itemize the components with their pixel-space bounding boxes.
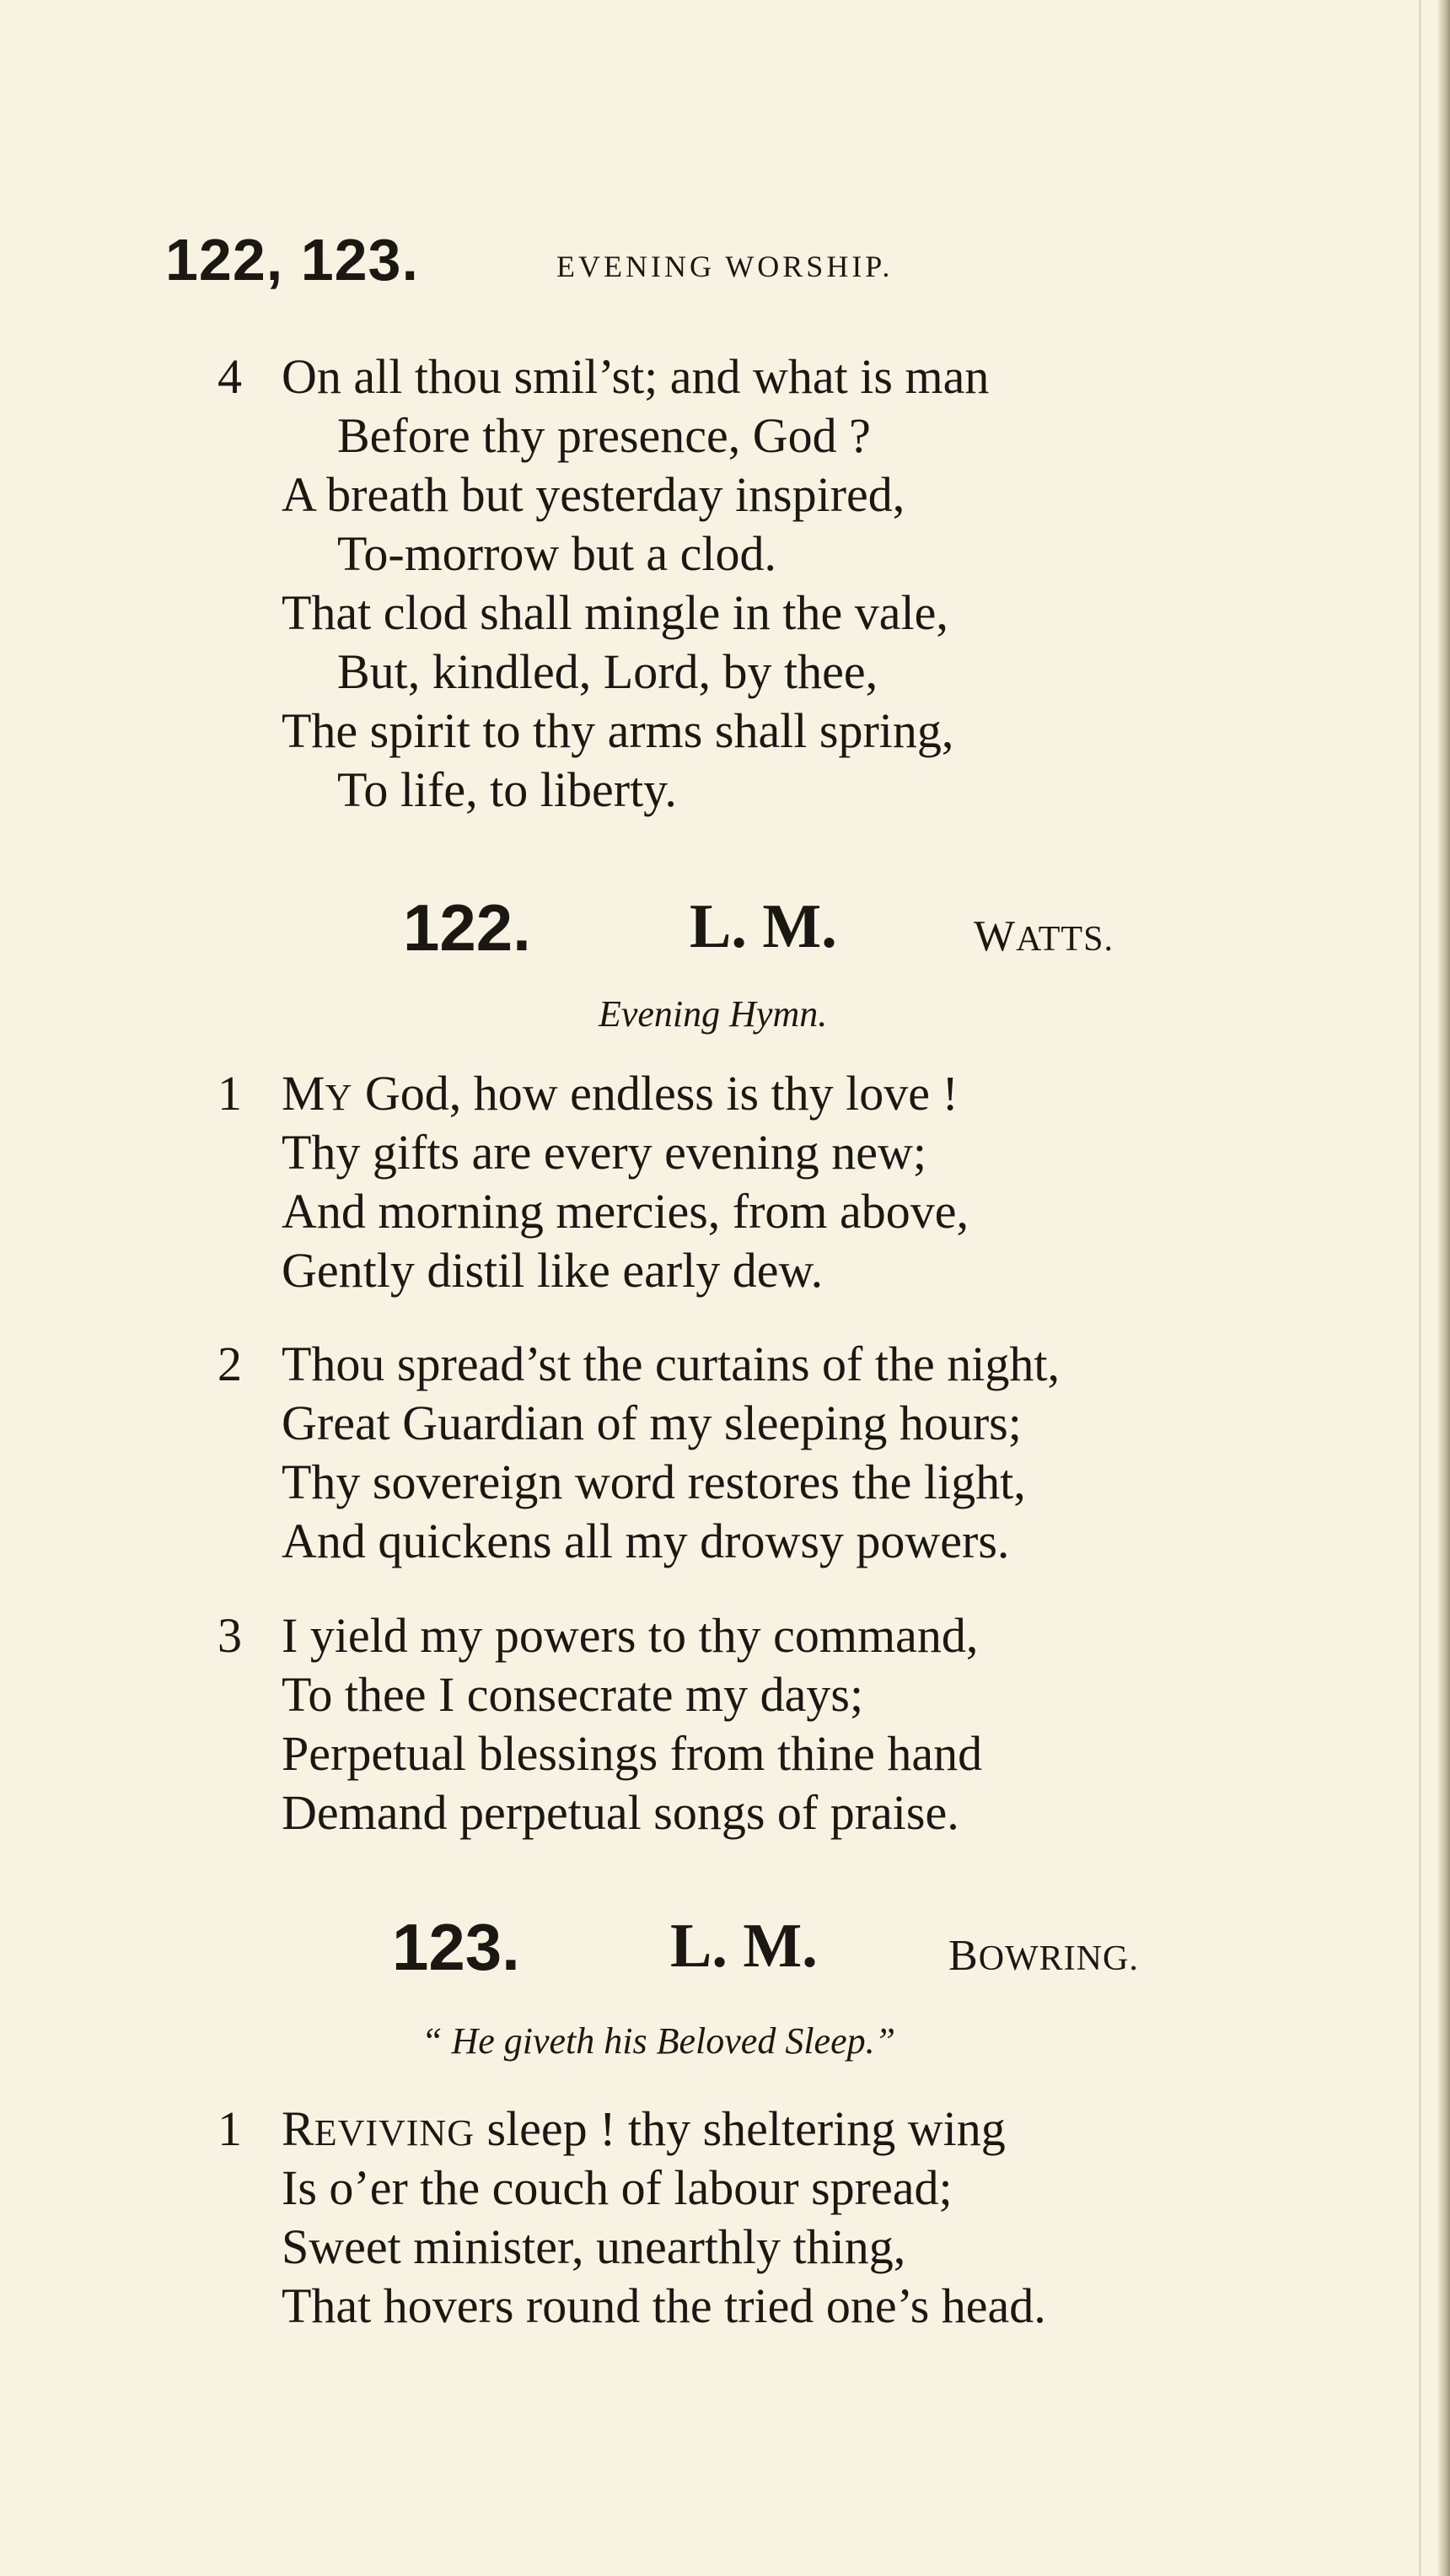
stanza-line-text: Before thy presence, God ? bbox=[337, 408, 871, 463]
running-head-numbers: 122, 123. bbox=[165, 227, 419, 293]
stanza-line-text: To life, to liberty. bbox=[337, 762, 677, 817]
stanza-line bbox=[0, 1724, 1349, 1783]
hymn-number: 122. bbox=[403, 890, 531, 965]
stanza-line bbox=[0, 1123, 1349, 1182]
stanza-line-text: To-morrow but a clod. bbox=[337, 526, 777, 581]
page-edge bbox=[1438, 0, 1450, 2576]
running-head bbox=[160, 226, 1256, 302]
hymn-meter: L. M. bbox=[690, 892, 837, 961]
stanza-line bbox=[0, 583, 1349, 643]
stanza-line bbox=[0, 2159, 1349, 2218]
hymn-123-stanza-1 bbox=[0, 2100, 1349, 2336]
stanza-number: 1 bbox=[218, 1066, 242, 1121]
stanza-line bbox=[0, 2277, 1349, 2336]
hymn-author bbox=[948, 1931, 1139, 1981]
first-line-rest: sleep ! thy sheltering wing bbox=[474, 2101, 1006, 2156]
first-word-initial: M bbox=[282, 1066, 325, 1121]
stanza-line bbox=[0, 2100, 1349, 2159]
first-word-smallcaps: EVIVING bbox=[314, 2112, 475, 2154]
running-head-title: EVENING WORSHIP. bbox=[556, 250, 894, 283]
stanza-line bbox=[0, 465, 1349, 524]
hymn-meter: L. M. bbox=[670, 1912, 818, 1981]
stanza-line bbox=[0, 1665, 1349, 1724]
first-word-smallcaps: Y bbox=[325, 1077, 353, 1118]
stanza-line bbox=[0, 1512, 1349, 1571]
stanza-line-text: The spirit to thy arms shall spring, bbox=[282, 703, 954, 758]
hymn-123-heading bbox=[0, 1909, 1450, 1993]
page-fold-line bbox=[1419, 0, 1421, 2576]
author-initial: B bbox=[948, 1932, 979, 1980]
stanza-number: 4 bbox=[218, 349, 242, 404]
hymn-122-subtitle: Evening Hymn. bbox=[599, 993, 828, 1035]
stanza-line-text: Thy sovereign word restores the light, bbox=[282, 1455, 1026, 1509]
stanza-line bbox=[0, 1064, 1349, 1123]
hymn-122-stanza-2 bbox=[0, 1335, 1349, 1571]
hymn-author bbox=[974, 912, 1114, 961]
author-rest: ATTS. bbox=[1016, 920, 1114, 959]
stanza-line-text: And quickens all my drowsy powers. bbox=[282, 1514, 1010, 1568]
stanza-line-text: Thou spread’st the curtains of the night, bbox=[282, 1336, 1060, 1391]
hymn-number: 123. bbox=[392, 1910, 520, 1984]
stanza-line bbox=[0, 761, 1349, 820]
stanza-line-text: Thy gifts are every evening new; bbox=[282, 1125, 926, 1180]
author-initial: W bbox=[974, 912, 1017, 960]
stanza-line bbox=[0, 1783, 1349, 1842]
stanza-line-text: On all thou smil’st; and what is man bbox=[282, 349, 990, 404]
hymn-122-stanza-1 bbox=[0, 1064, 1349, 1300]
stanza-line-text: Great Guardian of my sleeping hours; bbox=[282, 1396, 1022, 1450]
stanza-line bbox=[0, 1394, 1349, 1453]
stanza-line-text: And morning mercies, from above, bbox=[282, 1184, 969, 1239]
hymn-123-subtitle: “ He giveth his Beloved Sleep.” bbox=[422, 2020, 896, 2062]
stanza-line-text: I yield my powers to thy command, bbox=[282, 1608, 979, 1663]
hymn-122-heading bbox=[0, 890, 1450, 974]
stanza-line-text: Perpetual blessings from thine hand bbox=[282, 1726, 983, 1781]
stanza-line-text bbox=[282, 2100, 1006, 2163]
stanza-number: 2 bbox=[218, 1336, 242, 1391]
stanza-line-text: Gently distil like early dew. bbox=[282, 1243, 824, 1298]
stanza-line bbox=[0, 524, 1349, 583]
stanza-line bbox=[0, 1453, 1349, 1512]
stanza-line-text bbox=[282, 1064, 959, 1127]
stanza-line-text: But, kindled, Lord, by thee, bbox=[337, 644, 878, 699]
stanza-line bbox=[0, 1606, 1349, 1665]
stanza-line bbox=[0, 643, 1349, 702]
stanza-line bbox=[0, 702, 1349, 761]
stanza-number: 3 bbox=[218, 1608, 242, 1663]
stanza-line-text: To thee I consecrate my days; bbox=[282, 1667, 864, 1722]
stanza-line-text: Sweet minister, unearthly thing, bbox=[282, 2219, 906, 2274]
stanza-line bbox=[0, 1182, 1349, 1241]
first-line-rest: God, how endless is thy love ! bbox=[352, 1066, 959, 1121]
stanza-line bbox=[0, 406, 1349, 465]
stanza-line bbox=[0, 347, 1349, 406]
stanza-line-text: That clod shall mingle in the vale, bbox=[282, 585, 948, 640]
stanza-line-text: A breath but yesterday inspired, bbox=[282, 467, 905, 522]
stanza-number: 1 bbox=[218, 2101, 242, 2156]
stanza-line bbox=[0, 1335, 1349, 1394]
stanza-line-text: That hovers round the tried one’s head. bbox=[282, 2278, 1046, 2333]
stanza-line-text: Is o’er the couch of labour spread; bbox=[282, 2160, 953, 2215]
hymn-122-stanza-3 bbox=[0, 1606, 1349, 1842]
author-rest: OWRING. bbox=[978, 1939, 1139, 1978]
stanza-line bbox=[0, 1241, 1349, 1300]
first-word-initial: R bbox=[282, 2101, 314, 2156]
stanza-line bbox=[0, 2218, 1349, 2277]
stanza-line-text: Demand perpetual songs of praise. bbox=[282, 1785, 959, 1840]
continued-stanza-4 bbox=[0, 347, 1349, 820]
